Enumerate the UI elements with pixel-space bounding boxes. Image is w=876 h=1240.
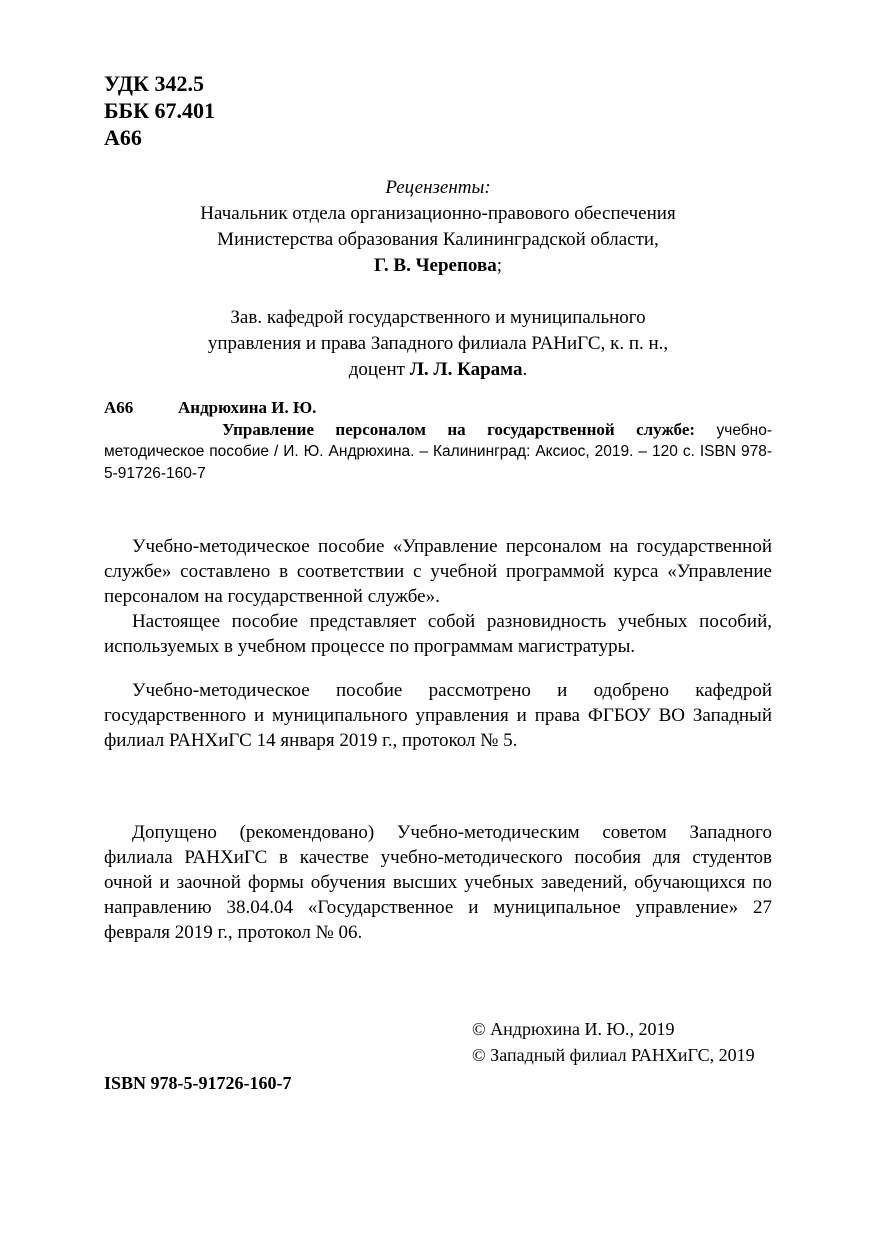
copyright-block [472, 1016, 755, 1068]
bibliographic-record [104, 397, 772, 484]
classification-codes [104, 70, 215, 151]
reviewer2-name: Л. Л. Карама [409, 359, 523, 380]
reviewer1-suffix: ; [496, 255, 502, 276]
reviewer2-name-line [104, 357, 772, 383]
annotation-paragraph-1: Учебно-методическое пособие «Управление персоналом на государственной службе» составлено в соответствии с учебной программой курса «Управление персоналом на государственной службе». [104, 536, 772, 607]
reviewer2-line1: Зав. кафедрой государственного и муниципального [230, 307, 646, 328]
bib-title: Управление персоналом на государственной службе: [222, 419, 696, 439]
approval-paragraph: Учебно-методическое пособие рассмотрено и одобрено кафедрой государственного и муниципального управления и права ФГБОУ ВО Западный филиал РАНХиГС 14 января 2019 г., протокол № 5. [104, 680, 772, 751]
bib-author: Андрюхина И. Ю. [178, 398, 317, 417]
author-mark: А66 [104, 125, 142, 150]
isbn: ISBN 978-5-91726-160-7 [104, 1073, 292, 1093]
annotation-paragraph-2: Настоящее пособие представляет собой разновидность учебных пособий, используемых в учебном процессе по программам магистратуры. [104, 611, 772, 657]
approval-block [104, 678, 772, 753]
copyright-author: © Андрюхина И. Ю., 2019 [472, 1019, 675, 1039]
reviewers-title: Рецензенты: [385, 177, 491, 198]
bbk-code: ББК 67.401 [104, 98, 216, 123]
udk-code: УДК 342.5 [104, 71, 205, 96]
annotation-block [104, 534, 772, 659]
recommendation-paragraph: Допущено (рекомендовано) Учебно-методическим советом Западного филиала РАНХиГС в качестве учебно-методического пособия для студентов очной и заочной формы обучения высших учебных заведений, обучающихся по направлению 38.04.04 «Государственное и муниципальное управление» 27 февраля 2019 г., протокол № 06. [104, 822, 772, 943]
reviewer2-line2: управления и права Западного филиала РАНиГС, к. п. н., [207, 333, 669, 354]
reviewer2-suffix: . [522, 359, 528, 380]
reviewer1-line2: Министерства образования Калининградской области, [217, 229, 659, 250]
reviewer1-line1: Начальник отдела организационно-правового обеспечения [200, 203, 676, 224]
recommendation-block [104, 820, 772, 945]
reviewer2-prefix: доцент [348, 359, 410, 380]
bib-details: учебно-методическое пособие / И. Ю. Андрюхина. – Калининград: Аксиос, 2019. – 120 с. ISBN 978-5-91726-160-7 [104, 421, 772, 482]
bib-description [104, 419, 772, 485]
reviewer1-name: Г. В. Черепова [373, 255, 497, 276]
reviewers-block [104, 175, 772, 383]
reviewer1-name-line [104, 253, 772, 279]
copyright-institution: © Западный филиал РАНХиГС, 2019 [472, 1045, 755, 1065]
bib-code: А66 [104, 398, 134, 417]
